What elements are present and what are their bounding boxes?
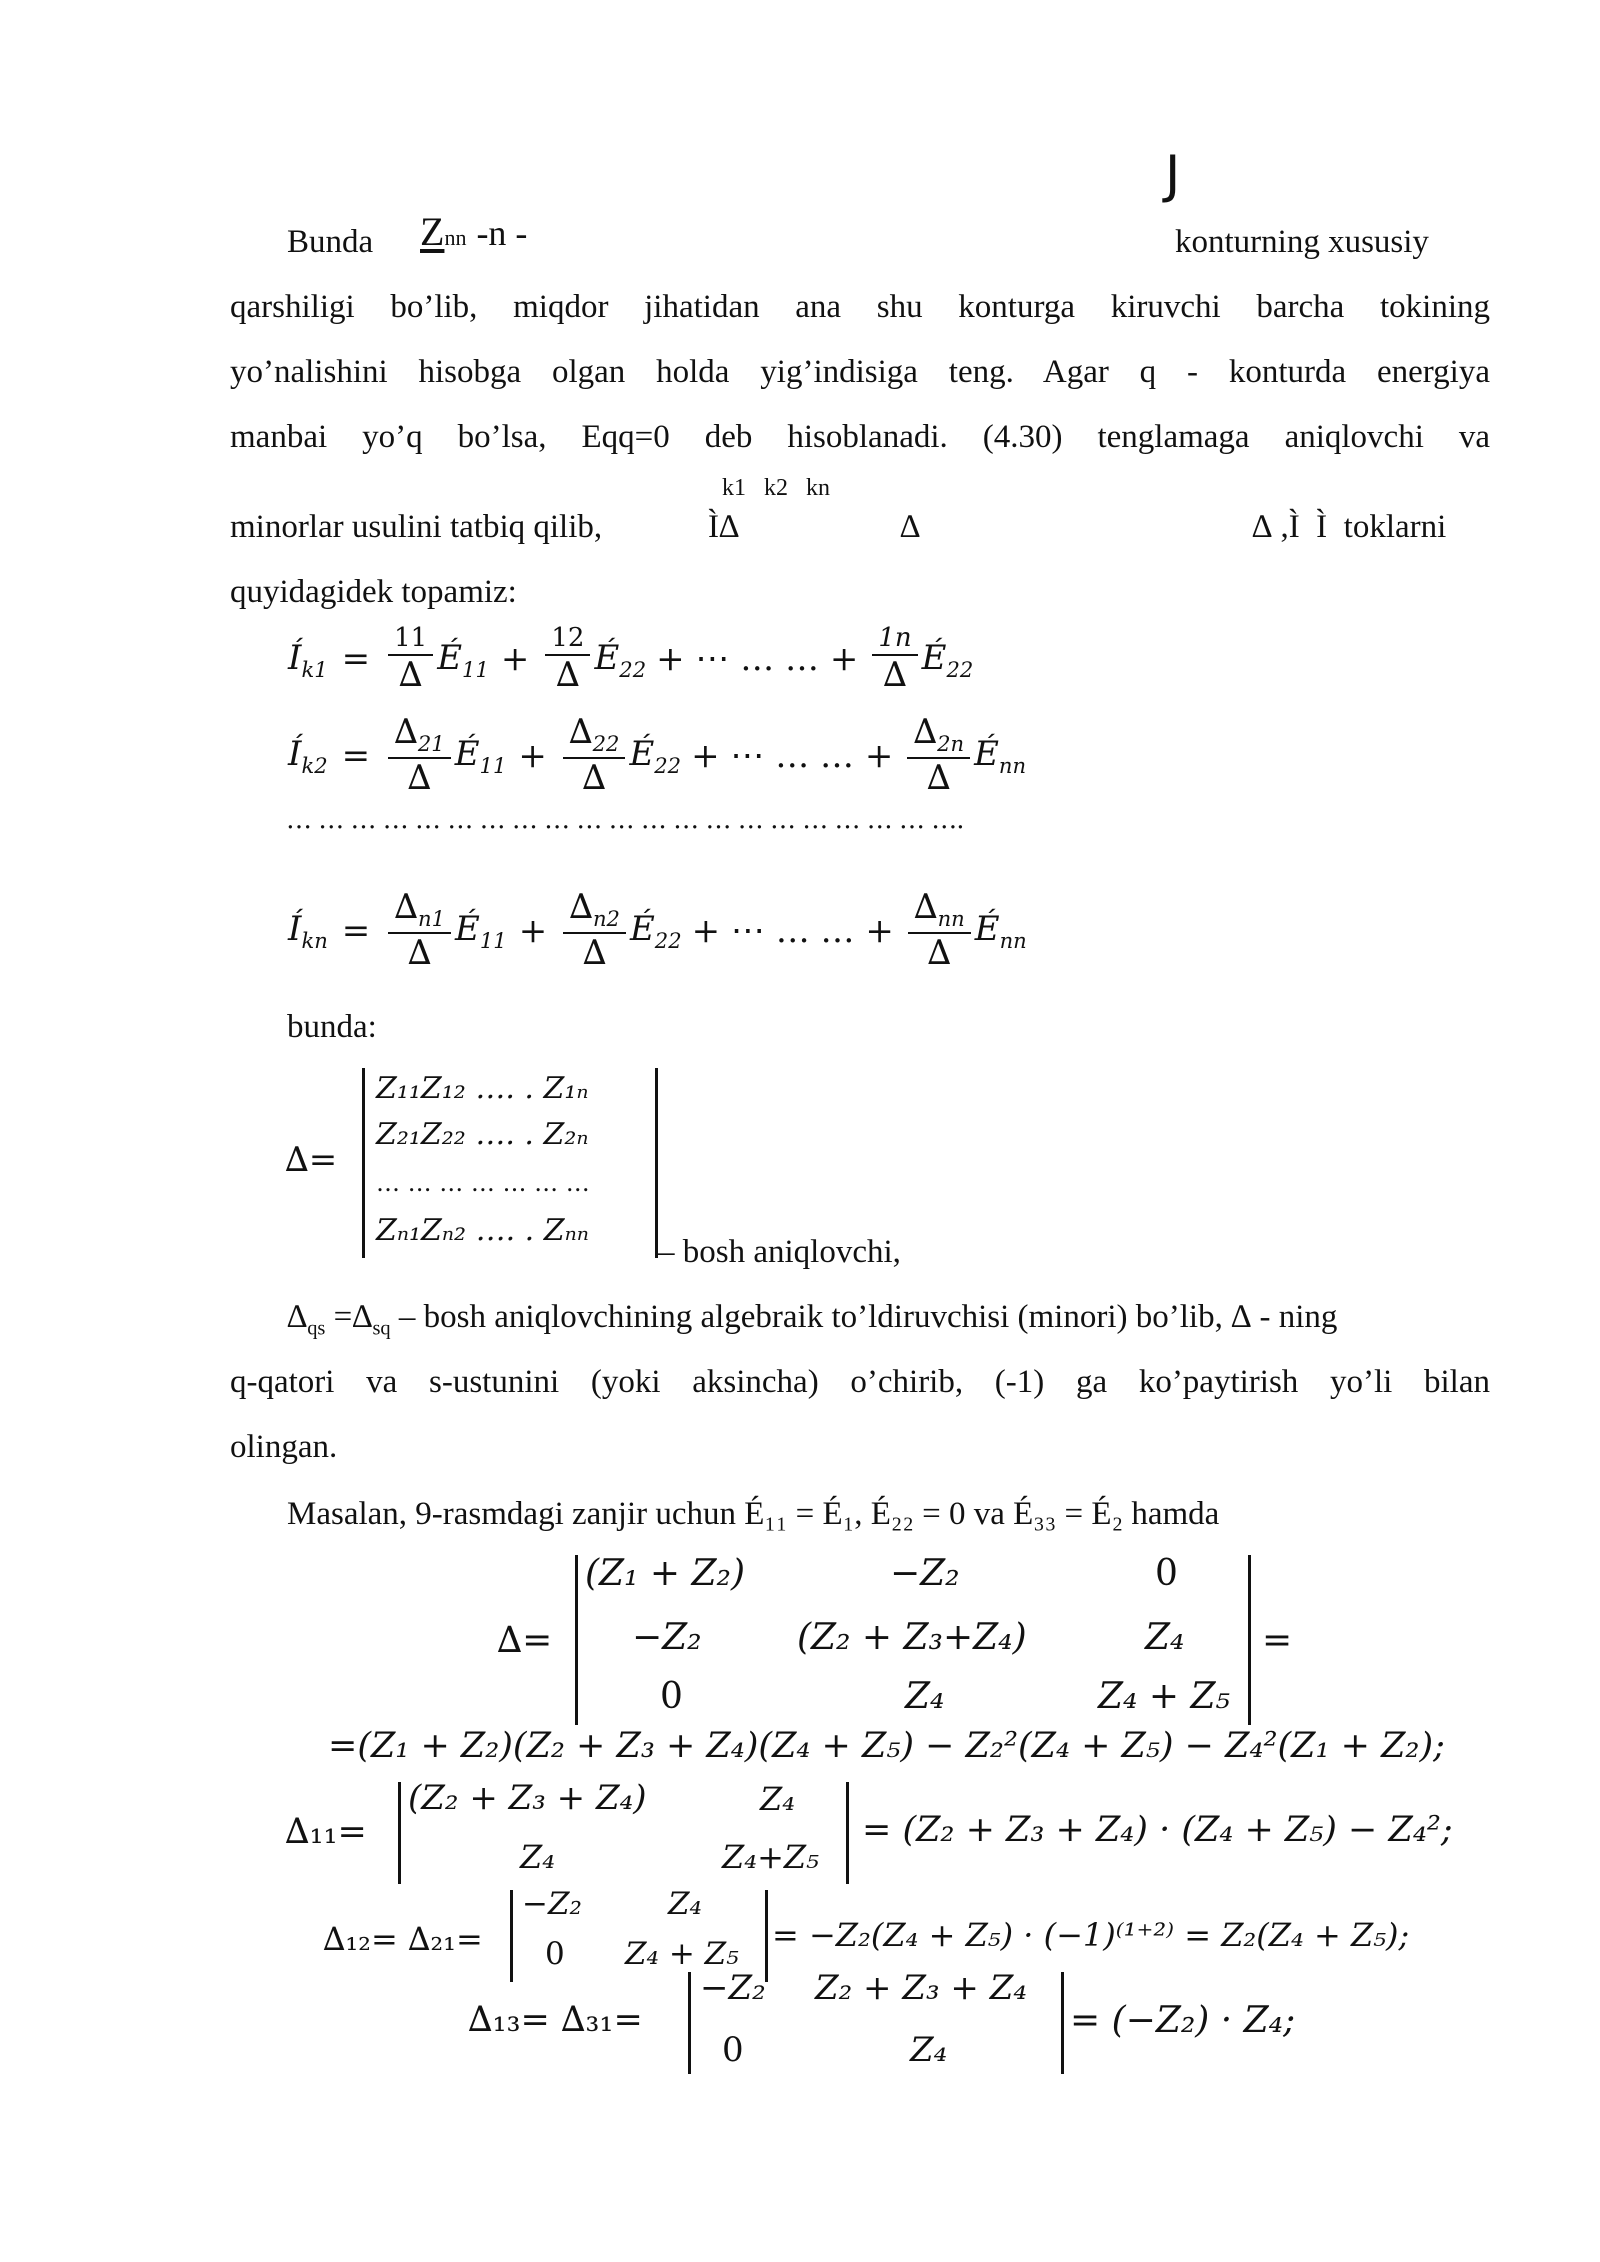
expansion-formula: =(Z₁ + Z₂)(Z₂ + Z₃ + Z₄)(Z₄ + Z₅) − Z₂²(Z₄ + Z₅) − Z₄²(Z₁ + Z₂); <box>328 1726 1445 1766</box>
paragraph-line: manbai yo’q bo’lsa, Eqq=0 deb hisoblanadi. (4.30) tenglamaga aniqlovchi va <box>230 419 1490 455</box>
fraction: $\frac{1n}{\Delta}$ <box>872 625 917 694</box>
d12-cell: Z₄ + Z₅ <box>625 1936 739 1972</box>
equation-ik1: $Í_{k1}$ = $\frac{11}{\Delta}$ $É_{11}$ + $\frac{12}{\Delta}$ $É_{22}$ + ⋯ … … + $\frac{1n}{\Delta}$ $É_{22}$ <box>288 623 974 696</box>
d11-cell: (Z₂ + Z₃ + Z₄) <box>408 1778 647 1818</box>
d13-cell: Z₄ <box>910 2030 948 2070</box>
paragraph-line: minorlar usulini tatbiq qilib, <box>230 509 603 545</box>
paragraph-line: Ì∆ <box>708 509 740 545</box>
det-row: … … … … … … … <box>376 1169 590 1197</box>
paragraph-line: $\Delta_{qs} =\Delta_{sq}$ – bosh aniqlovchining algebraik to’ldiruvchisi (minori) bo’lib, ∆ - ning <box>287 1299 1338 1340</box>
fraction: $\frac{12}{\Delta}$ <box>545 625 590 694</box>
det-row: Zₙ₁Zₙ₂ …. . Zₙₙ <box>376 1213 589 1248</box>
bunda-label: bunda: <box>287 1009 377 1045</box>
paragraph-line: q-qatori va s-ustunini (yoki aksincha) o’chirib, (-1) ga ko’paytirish yo’li bilan <box>230 1364 1490 1400</box>
det-row: Z₂₁Z₂₂ …. . Z₂ₙ <box>376 1117 589 1152</box>
d12-cell: −Z₂ <box>522 1886 582 1922</box>
det3-cell: (Z₁ + Z₂) <box>585 1553 746 1594</box>
paragraph-line: qarshiligi bo’lib, miqdor jihatidan ana shu konturga kiruvchi barcha tokining <box>230 289 1490 325</box>
fraction: $\frac{11}{\Delta}$ <box>388 625 433 694</box>
paragraph-line: quyidagidek topamiz: <box>230 574 517 610</box>
superscript-labels: k1 k2 kn <box>722 475 830 501</box>
z-letter: Z <box>420 209 445 254</box>
det3-cell: −Z₂ <box>890 1553 960 1594</box>
det3-rhs: = <box>1262 1620 1293 1661</box>
paragraph-line <box>287 210 373 275</box>
paragraph-line: olingan. <box>230 1429 338 1465</box>
d11-cell: Z₄ <box>520 1838 556 1876</box>
equation-ik2: $Í_{k2}$ = $\frac{\Delta_{21}}{\Delta}$ $É_{11}$ + $\frac{\Delta_{22}}{\Delta}$ $É_{22}$ + ⋯ … … + $\frac{\Delta_{2n}}{\Delta}$ $É_{nn}$ <box>288 712 1027 798</box>
det3-cell: Z₄ + Z₅ <box>1098 1676 1230 1717</box>
z-subscript: nn <box>444 225 467 250</box>
d12-cell: Z₄ <box>668 1886 702 1922</box>
page-header-glyph: J <box>1165 145 1181 205</box>
z-nn-symbol <box>420 208 527 255</box>
d13-cell: −Z₂ <box>700 1968 766 2008</box>
delta-lhs: ∆= <box>285 1140 338 1180</box>
det3-cell: −Z₂ <box>632 1617 702 1658</box>
d12-lhs: ∆₁₂= ∆₂₁= <box>323 1920 483 1958</box>
equation-ikn: $Í_{kn}$ = $\frac{\Delta_{n1}}{\Delta}$ $É_{11}$ + $\frac{\Delta_{n2}}{\Delta}$ $É_{22}$ + ⋯ … … + $\frac{\Delta_{nn}}{\Delta}$ $É_{nn}$ <box>288 887 1027 973</box>
d12-rhs: = −Z₂(Z₄ + Z₅) · (−1)⁽¹⁺²⁾ = Z₂(Z₄ + Z₅); <box>772 1916 1410 1954</box>
paragraph-line: yo’nalishini hisobga olgan holda yig’indisiga teng. Agar q - konturda energiya <box>230 354 1490 390</box>
text-n: -n - <box>476 213 528 253</box>
delta-caption: – bosh aniqlovchi, <box>658 1234 901 1270</box>
d11-cell: Z₄+Z₅ <box>722 1838 819 1876</box>
det3-cell: Z₄ <box>1145 1617 1185 1658</box>
paragraph-line: konturning xususiy <box>1175 224 1429 260</box>
d11-rhs: = (Z₂ + Z₃ + Z₄) · (Z₄ + Z₅) − Z₄²; <box>862 1810 1453 1850</box>
det3-cell: Z₄ <box>905 1676 945 1717</box>
det3-lhs: ∆= <box>497 1620 553 1661</box>
d11-lhs: ∆₁₁= <box>285 1812 367 1852</box>
eq-lhs: $Í_{k1}$ <box>288 637 328 682</box>
d11-cell: Z₄ <box>760 1780 796 1818</box>
det3-cell: 0 <box>1155 1553 1178 1594</box>
text-bunda: Bunda <box>287 224 374 260</box>
d13-cell: Z₂ + Z₃ + Z₄ <box>815 1968 1027 2008</box>
paragraph-line: ∆ <box>900 509 921 545</box>
det3-cell: 0 <box>660 1676 683 1717</box>
dot-separator: … … … … … … … … … … … … … … … … … … … … …. <box>286 805 964 835</box>
det-row: Z₁₁Z₁₂ …. . Z₁ₙ <box>376 1071 589 1106</box>
paragraph-line: ∆ ,Ì Ì toklarni <box>1252 509 1447 545</box>
det3-cell: (Z₂ + Z₃+Z₄) <box>797 1617 1027 1658</box>
d13-rhs: = (−Z₂) · Z₄; <box>1070 2000 1296 2041</box>
d12-cell: 0 <box>545 1936 565 1972</box>
d13-cell: 0 <box>722 2030 744 2070</box>
d13-lhs: ∆₁₃= ∆₃₁= <box>468 2000 643 2040</box>
paragraph-line: Masalan, 9-rasmdagi zanjir uchun É₁₁ = É₁, É₂₂ = 0 va É₃₃ = É₂ hamda <box>287 1496 1220 1532</box>
